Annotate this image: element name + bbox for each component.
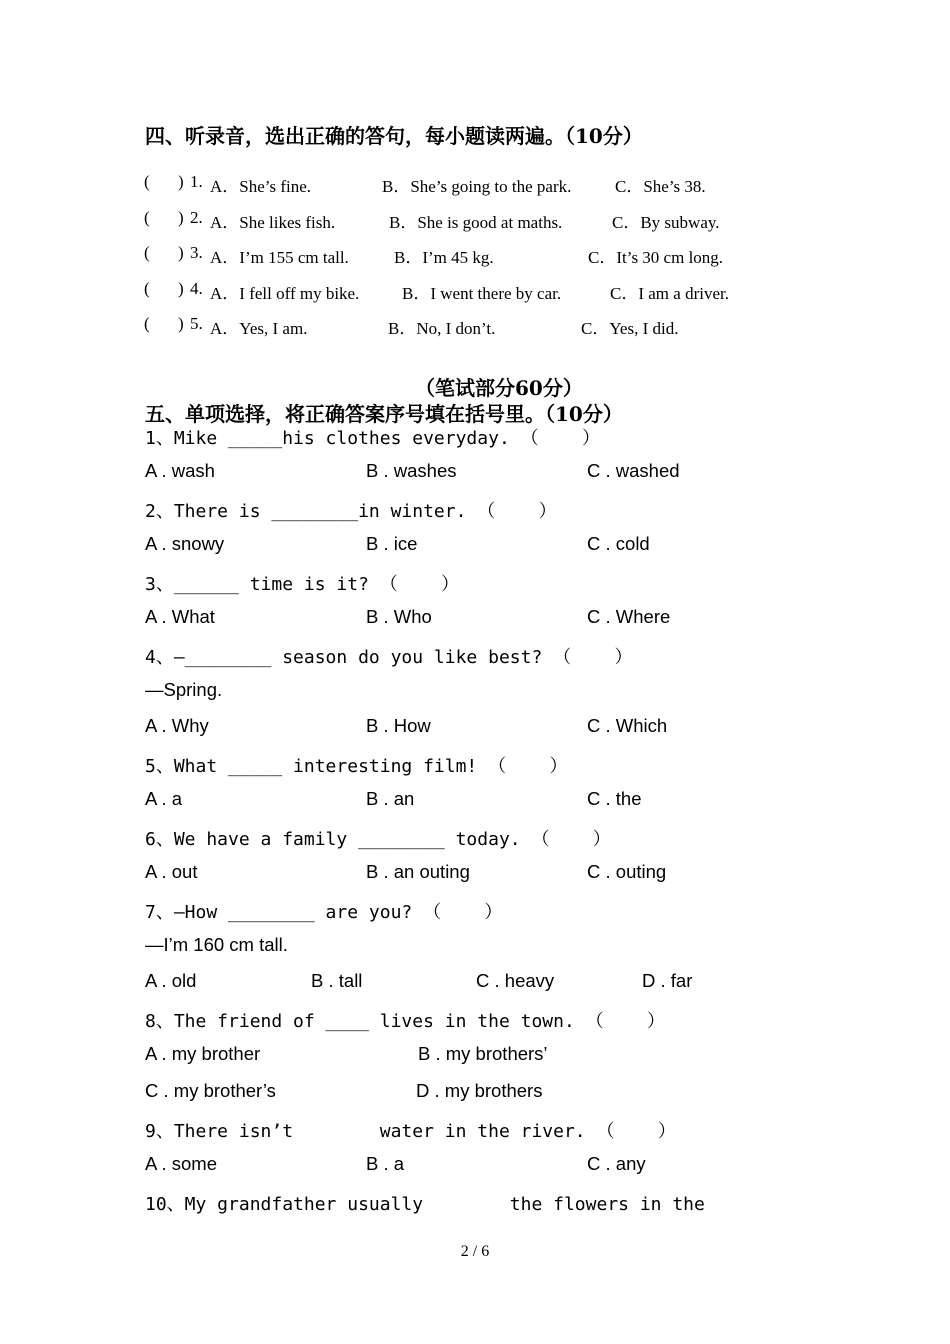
- option-c: C . heavy: [476, 970, 555, 991]
- question-10: 10、My grandfather usually the flowers in the: [145, 1194, 705, 1215]
- question-8: 8、The friend of ____ lives in the town. （ ）: [145, 1011, 665, 1032]
- option-c: C . any: [587, 1153, 646, 1174]
- question-6: 6、We have a family ________ today. （ ）: [145, 829, 611, 850]
- option-c: C . cold: [587, 533, 650, 554]
- question-1: 1、Mike _____his clothes everyday. （ ）: [145, 428, 600, 449]
- option-a: A . some: [145, 1153, 217, 1174]
- option-c: C . washed: [587, 460, 680, 481]
- option-b: B．She’s going to the park.: [382, 177, 572, 196]
- option-b: B . Who: [366, 606, 432, 627]
- answer-paren-close: ): [178, 172, 184, 191]
- answer-paren-open: (: [144, 279, 150, 298]
- option-c: C . my brother’s: [145, 1080, 276, 1101]
- question-2: 2、There is ________in winter. （ ）: [145, 501, 557, 522]
- option-a: A . Why: [145, 715, 209, 736]
- answer-paren-open: (: [144, 314, 150, 333]
- item-number: 5.: [190, 314, 203, 333]
- option-c: C . Which: [587, 715, 668, 736]
- option-c: C．Yes, I did.: [581, 319, 679, 338]
- option-a: A . out: [145, 861, 198, 882]
- written-part-header: （笔试部分60分）: [415, 376, 583, 400]
- option-d: D . my brothers: [416, 1080, 543, 1101]
- option-c: C . Where: [587, 606, 671, 627]
- option-c: C．It’s 30 cm long.: [588, 248, 724, 267]
- question-9: 9、There isn’t water in the river. （ ）: [145, 1121, 676, 1142]
- section4-title: 四、听录音，选出正确的答句，每小题读两遍。（10分）: [145, 124, 643, 148]
- answer-paren-close: ): [178, 279, 184, 298]
- option-a: A . old: [145, 970, 197, 991]
- option-a: A．Yes, I am.: [210, 319, 308, 338]
- option-a: A . a: [145, 788, 183, 809]
- option-b: B . an: [366, 788, 415, 809]
- question-7: 7、—How ________ are you? （ ）: [145, 902, 503, 923]
- option-c: C．She’s 38.: [615, 177, 706, 196]
- question-5: 5、What _____ interesting film! （ ）: [145, 756, 568, 777]
- option-a: A．She likes fish.: [210, 213, 336, 232]
- option-b: B．She is good at maths.: [389, 213, 563, 232]
- option-b: B . ice: [366, 533, 418, 554]
- option-b: B．I went there by car.: [402, 284, 562, 303]
- option-b: B . a: [366, 1153, 405, 1174]
- option-c: C . outing: [587, 861, 667, 882]
- answer-paren-open: (: [144, 243, 150, 262]
- option-c: C．By subway.: [612, 213, 720, 232]
- option-b: B . my brothers’: [418, 1043, 548, 1064]
- item-number: 1.: [190, 172, 203, 191]
- option-b: B．No, I don’t.: [388, 319, 496, 338]
- option-a: A . What: [145, 606, 215, 627]
- page-number: 2 / 6: [460, 1243, 490, 1260]
- option-a: A．I fell off my bike.: [210, 284, 360, 303]
- option-b: B．I’m 45 kg.: [394, 248, 494, 267]
- item-number: 4.: [190, 279, 203, 298]
- answer-paren-open: (: [144, 172, 150, 191]
- option-a: A . snowy: [145, 533, 225, 554]
- option-b: B . washes: [366, 460, 457, 481]
- option-a: A．She’s fine.: [210, 177, 312, 196]
- option-b: B . How: [366, 715, 431, 736]
- option-b: B . tall: [311, 970, 363, 991]
- answer-paren-close: ): [178, 243, 184, 262]
- option-a: A．I’m 155 cm tall.: [210, 248, 349, 267]
- answer-paren-open: (: [144, 208, 150, 227]
- answer-paren-close: ): [178, 208, 184, 227]
- question-4: 4、—________ season do you like best? （ ）: [145, 647, 633, 668]
- option-d: D . far: [642, 970, 693, 991]
- question-3: 3、______ time is it? （ ）: [145, 574, 460, 595]
- option-a: A . wash: [145, 460, 215, 481]
- answer-paren-close: ): [178, 314, 184, 333]
- option-a: A . my brother: [145, 1043, 261, 1064]
- section5-title: 五、单项选择，将正确答案序号填在括号里。（10分）: [145, 402, 623, 426]
- item-number: 3.: [190, 243, 203, 262]
- item-number: 2.: [190, 208, 203, 227]
- option-c: C . the: [587, 788, 642, 809]
- option-b: B . an outing: [366, 861, 470, 882]
- option-c: C．I am a driver.: [610, 284, 729, 303]
- question-7-reply: —I’m 160 cm tall.: [145, 934, 288, 955]
- question-4-reply: —Spring.: [145, 679, 223, 700]
